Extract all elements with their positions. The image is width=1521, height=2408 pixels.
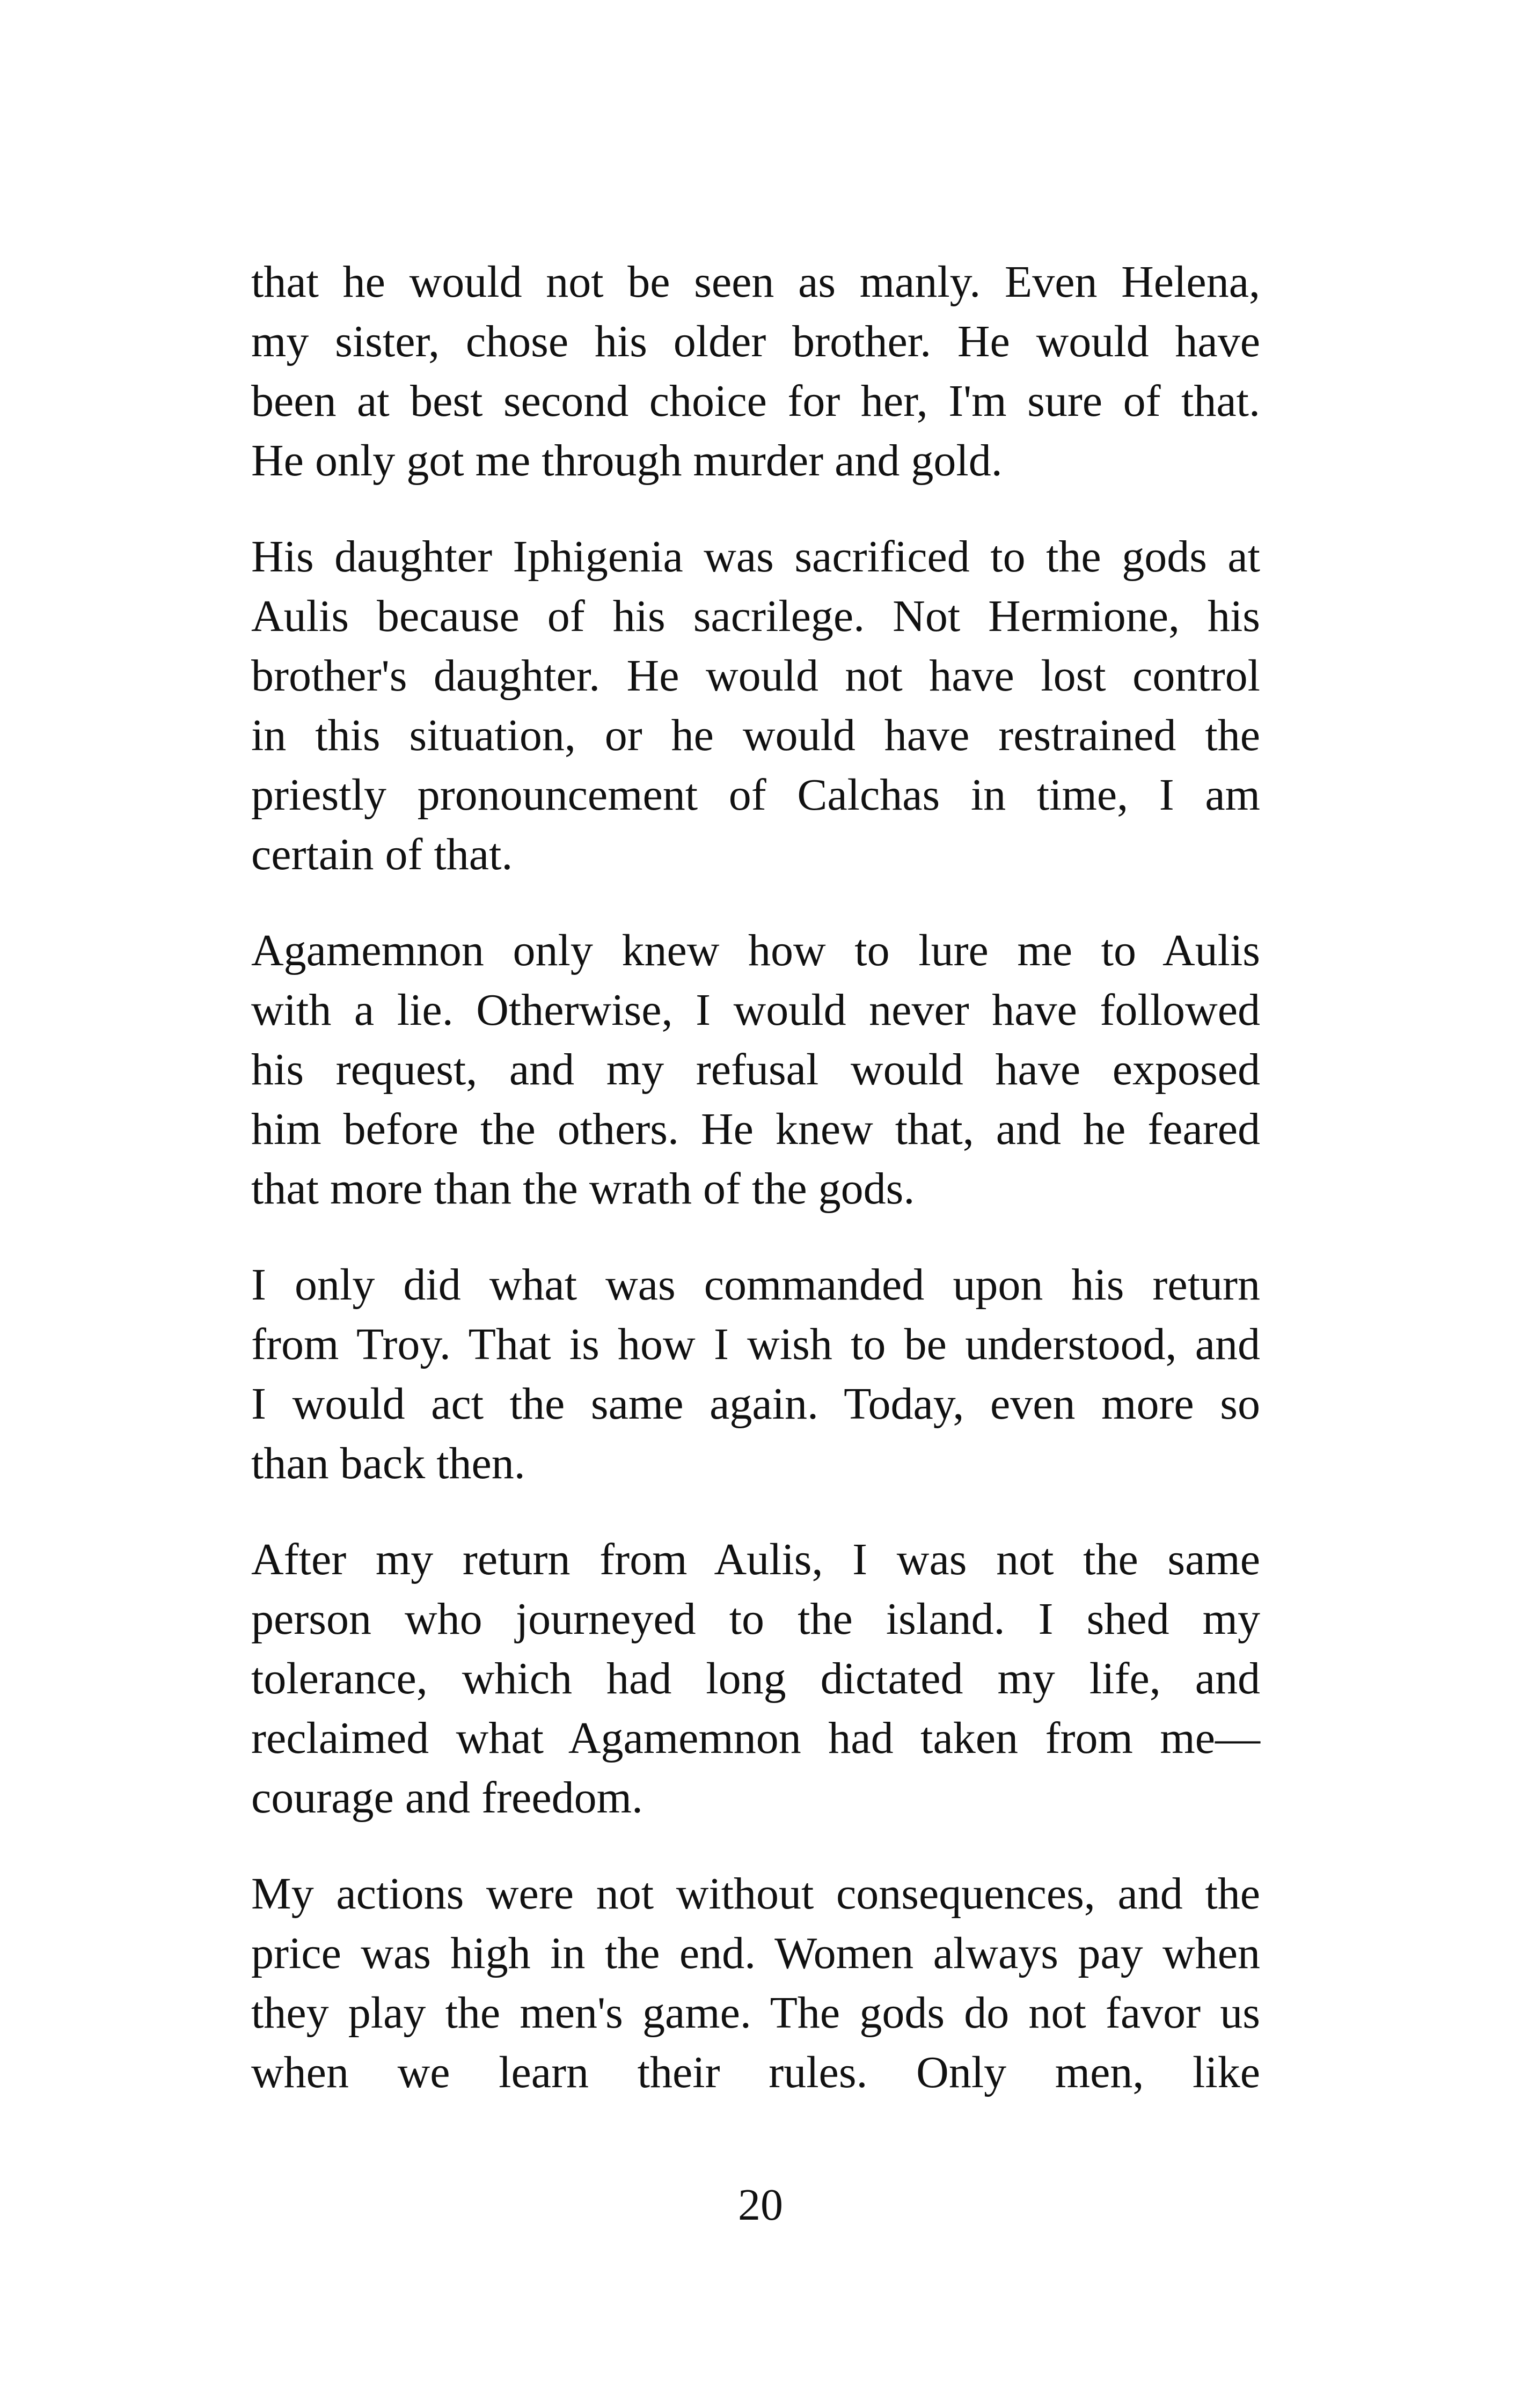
text-line: After my return from Aulis, I was not the same	[251, 1535, 1260, 1584]
text-line: My actions were not without consequences, and the	[251, 1869, 1260, 1919]
paragraph-4	[251, 1255, 1260, 1493]
text-line: that more than the wrath of the gods.	[251, 1164, 915, 1214]
text-line: I only did what was commanded upon his return	[251, 1260, 1260, 1310]
text-line: in this situation, or he would have restrained the	[251, 710, 1260, 760]
text-line: person who journeyed to the island. I shed my	[251, 1594, 1260, 1644]
text-line: my sister, chose his older brother. He would have	[251, 317, 1260, 366]
text-line: Aulis because of his sacrilege. Not Hermione, his	[251, 591, 1260, 641]
paragraph-6	[251, 1864, 1260, 2102]
text-line: him before the others. He knew that, and he feared	[251, 1104, 1260, 1154]
body-text	[251, 252, 1260, 2139]
text-line: with a lie. Otherwise, I would never have followed	[251, 985, 1260, 1035]
text-line: priestly pronouncement of Calchas in time, I am	[251, 770, 1260, 820]
text-line: He only got me through murder and gold.	[251, 436, 1003, 486]
paragraph-5	[251, 1530, 1260, 1827]
text-line: certain of that.	[251, 829, 513, 879]
text-line: than back then.	[251, 1438, 525, 1488]
text-line: reclaimed what Agamemnon had taken from me—	[251, 1713, 1260, 1763]
text-line: courage and freedom.	[251, 1773, 643, 1823]
text-line: Agamemnon only knew how to lure me to Aulis	[251, 926, 1260, 975]
text-line: they play the men's game. The gods do not favor us	[251, 1988, 1260, 2038]
text-line: brother's daughter. He would not have lost control	[251, 651, 1260, 701]
text-line: when we learn their rules. Only men, like	[251, 2047, 1260, 2097]
text-line: been at best second choice for her, I'm sure of that.	[251, 376, 1260, 426]
text-line: that he would not be seen as manly. Even Helena,	[251, 257, 1260, 307]
paragraph-3	[251, 921, 1260, 1218]
text-line: price was high in the end. Women always pay when	[251, 1928, 1260, 1978]
text-line: I would act the same again. Today, even more so	[251, 1379, 1260, 1429]
text-line: his request, and my refusal would have exposed	[251, 1045, 1260, 1095]
page-number: 20	[738, 2180, 783, 2230]
paragraph-1	[251, 252, 1260, 490]
text-line: from Troy. That is how I wish to be understood, and	[251, 1319, 1260, 1369]
text-line: His daughter Iphigenia was sacrificed to the gods at	[251, 532, 1260, 582]
text-line: tolerance, which had long dictated my life, and	[251, 1654, 1260, 1704]
paragraph-2	[251, 527, 1260, 884]
